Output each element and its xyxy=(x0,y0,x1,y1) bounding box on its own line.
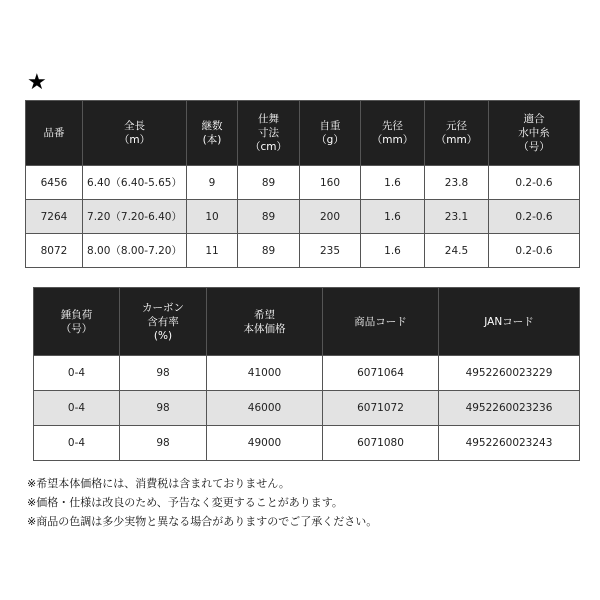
header-tip-diameter: 先径 （mm） xyxy=(361,101,425,166)
cell: 98 xyxy=(120,356,207,391)
cell: 200 xyxy=(300,200,361,234)
cell: 23.1 xyxy=(425,200,489,234)
cell: 4952260023229 xyxy=(439,356,580,391)
cell: 8072 xyxy=(26,234,83,268)
spec-header-row xyxy=(26,101,580,166)
note-line: ※商品の色調は多少実物と異なる場合がありますのでご了承ください。 xyxy=(27,515,378,528)
table-row xyxy=(26,200,580,234)
cell: 6071072 xyxy=(323,391,439,426)
star-icon: ★ xyxy=(27,70,47,95)
header-carbon-content: カーボン 含有率 (%) xyxy=(120,288,207,356)
cell: 89 xyxy=(238,166,300,200)
header-closed-length: 仕舞 寸法 （cm） xyxy=(238,101,300,166)
cell: 24.5 xyxy=(425,234,489,268)
header-weight: 自重 （g） xyxy=(300,101,361,166)
cell: 0-4 xyxy=(34,391,120,426)
cell: 11 xyxy=(187,234,238,268)
cell: 4952260023236 xyxy=(439,391,580,426)
notes xyxy=(27,474,377,531)
cell: 235 xyxy=(300,234,361,268)
cell: 1.6 xyxy=(361,234,425,268)
cell: 6071064 xyxy=(323,356,439,391)
cell: 23.8 xyxy=(425,166,489,200)
cell: 0-4 xyxy=(34,426,120,461)
cell: 89 xyxy=(238,234,300,268)
cell: 46000 xyxy=(207,391,323,426)
header-length: 全長 （m） xyxy=(83,101,187,166)
cell: 6456 xyxy=(26,166,83,200)
cell: 10 xyxy=(187,200,238,234)
cell: 7264 xyxy=(26,200,83,234)
table-row xyxy=(34,391,580,426)
cell: 0.2-0.6 xyxy=(489,200,580,234)
cell: 0.2-0.6 xyxy=(489,166,580,200)
cell: 49000 xyxy=(207,426,323,461)
header-sections: 継数 (本) xyxy=(187,101,238,166)
cell: 6071080 xyxy=(323,426,439,461)
header-part-number: 品番 xyxy=(26,101,83,166)
cell: 4952260023243 xyxy=(439,426,580,461)
cell: 1.6 xyxy=(361,200,425,234)
cell: 9 xyxy=(187,166,238,200)
header-jan-code: JANコード xyxy=(439,288,580,356)
table-row xyxy=(34,426,580,461)
spec-table xyxy=(25,100,580,268)
table-row xyxy=(34,356,580,391)
cell: 6.40（6.40-5.65） xyxy=(83,166,187,200)
cell: 7.20（7.20-6.40） xyxy=(83,200,187,234)
header-product-code: 商品コード xyxy=(323,288,439,356)
header-list-price: 希望 本体価格 xyxy=(207,288,323,356)
note-line: ※希望本体価格には、消費税は含まれておりません。 xyxy=(27,477,290,490)
cell: 8.00（8.00-7.20） xyxy=(83,234,187,268)
cell: 0.2-0.6 xyxy=(489,234,580,268)
cell: 98 xyxy=(120,391,207,426)
header-line-size: 適合 水中糸 （号） xyxy=(489,101,580,166)
header-sinker-load: 錘負荷 （号） xyxy=(34,288,120,356)
cell: 98 xyxy=(120,426,207,461)
cell: 41000 xyxy=(207,356,323,391)
cell: 89 xyxy=(238,200,300,234)
table-row xyxy=(26,234,580,268)
price-header-row xyxy=(34,288,580,356)
cell: 1.6 xyxy=(361,166,425,200)
header-butt-diameter: 元径 （mm） xyxy=(425,101,489,166)
cell: 160 xyxy=(300,166,361,200)
price-table xyxy=(33,287,580,461)
table-row xyxy=(26,166,580,200)
note-line: ※価格・仕様は改良のため、予告なく変更することがあります。 xyxy=(27,496,343,509)
cell: 0-4 xyxy=(34,356,120,391)
